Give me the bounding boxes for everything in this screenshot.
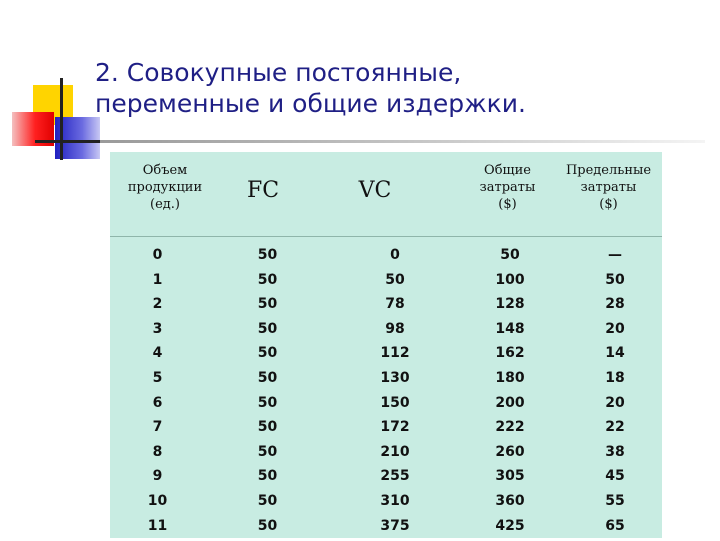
- cell-fc: 50: [257, 345, 278, 362]
- cell-total-cost: 200: [495, 394, 525, 411]
- table-row: [110, 442, 662, 467]
- table-row: [110, 319, 662, 344]
- table-row: [110, 245, 662, 270]
- header-total-cost: Общие затраты ($): [479, 163, 536, 212]
- cell-total-cost: 162: [495, 345, 525, 362]
- slide-title-line2: переменные и общие издержки.: [95, 89, 526, 118]
- cell-fc: 50: [257, 271, 278, 288]
- cell-quantity: 9: [152, 468, 163, 485]
- table-row: [110, 368, 662, 393]
- cell-vc: 310: [380, 493, 410, 509]
- cell-quantity: 2: [152, 296, 163, 313]
- cell-total-cost: 222: [495, 419, 525, 436]
- header-marginal-cost: Предельные затраты ($): [565, 163, 652, 212]
- table-row: [110, 270, 662, 295]
- cell-marginal-cost: —: [608, 247, 622, 263]
- cell-quantity: 1: [152, 271, 163, 288]
- cell-quantity: 7: [152, 419, 163, 436]
- cell-vc: 255: [380, 468, 410, 485]
- cell-fc: 50: [257, 320, 278, 337]
- table-row: [110, 491, 662, 516]
- cell-fc: 50: [257, 370, 278, 386]
- cell-quantity: 5: [152, 370, 163, 386]
- cell-total-cost: 425: [495, 517, 525, 534]
- table-row: [110, 294, 662, 319]
- header-divider: [110, 236, 662, 237]
- cell-total-cost: 128: [495, 296, 525, 313]
- cell-quantity: 6: [152, 394, 163, 411]
- cell-quantity: 0: [152, 247, 163, 263]
- slide-title-line1: 2. Совокупные постоянные,: [95, 58, 462, 87]
- cell-total-cost: 50: [500, 247, 520, 263]
- header-fc: FC: [246, 178, 280, 203]
- cell-marginal-cost: 22: [605, 419, 625, 436]
- cell-total-cost: 100: [495, 271, 525, 288]
- cell-total-cost: 148: [495, 320, 525, 337]
- table-row: [110, 343, 662, 368]
- cell-fc: 50: [257, 394, 278, 411]
- cell-vc: 210: [380, 443, 410, 460]
- cell-marginal-cost: 20: [605, 320, 625, 337]
- cell-marginal-cost: 55: [605, 493, 625, 509]
- cell-vc: 130: [380, 370, 410, 386]
- cell-fc: 50: [257, 419, 278, 436]
- cell-total-cost: 305: [495, 468, 525, 485]
- table-row: [110, 516, 662, 541]
- slide-title: [95, 57, 695, 119]
- cell-vc: 98: [385, 320, 405, 337]
- title-underline: [100, 140, 705, 143]
- cell-marginal-cost: 45: [605, 468, 625, 485]
- cell-marginal-cost: 20: [605, 394, 625, 411]
- cost-table: [110, 152, 662, 538]
- cell-marginal-cost: 28: [605, 296, 625, 313]
- cell-quantity: 3: [152, 320, 163, 337]
- cell-fc: 50: [257, 296, 278, 313]
- cell-vc: 0: [390, 247, 400, 263]
- cell-fc: 50: [257, 247, 278, 263]
- table-row: [110, 466, 662, 491]
- cell-quantity: 4: [152, 345, 163, 362]
- cell-total-cost: 360: [495, 493, 525, 509]
- cell-fc: 50: [257, 443, 278, 460]
- cell-vc: 172: [380, 419, 410, 436]
- cell-total-cost: 180: [495, 370, 525, 386]
- cell-total-cost: 260: [495, 443, 525, 460]
- cell-vc: 375: [380, 517, 410, 534]
- cell-vc: 50: [385, 271, 405, 288]
- cell-marginal-cost: 18: [605, 370, 625, 386]
- cell-quantity: 11: [147, 517, 168, 534]
- header-quantity: Объем продукции (ед.): [127, 163, 203, 212]
- cell-vc: 150: [380, 394, 410, 411]
- cell-marginal-cost: 14: [605, 345, 625, 362]
- cell-quantity: 8: [152, 443, 163, 460]
- cell-marginal-cost: 50: [605, 271, 625, 288]
- cell-vc: 78: [385, 296, 405, 313]
- cell-fc: 50: [257, 468, 278, 485]
- cell-marginal-cost: 65: [605, 517, 625, 534]
- cell-vc: 112: [380, 345, 410, 362]
- decor-vertical-line: [60, 78, 63, 160]
- cell-fc: 50: [257, 517, 278, 534]
- cell-marginal-cost: 38: [605, 443, 625, 460]
- table-row: [110, 417, 662, 442]
- cell-quantity: 10: [147, 493, 168, 509]
- cell-fc: 50: [257, 493, 278, 509]
- decor-horizontal-line: [35, 140, 105, 143]
- table-row: [110, 393, 662, 418]
- header-vc: VC: [358, 178, 392, 203]
